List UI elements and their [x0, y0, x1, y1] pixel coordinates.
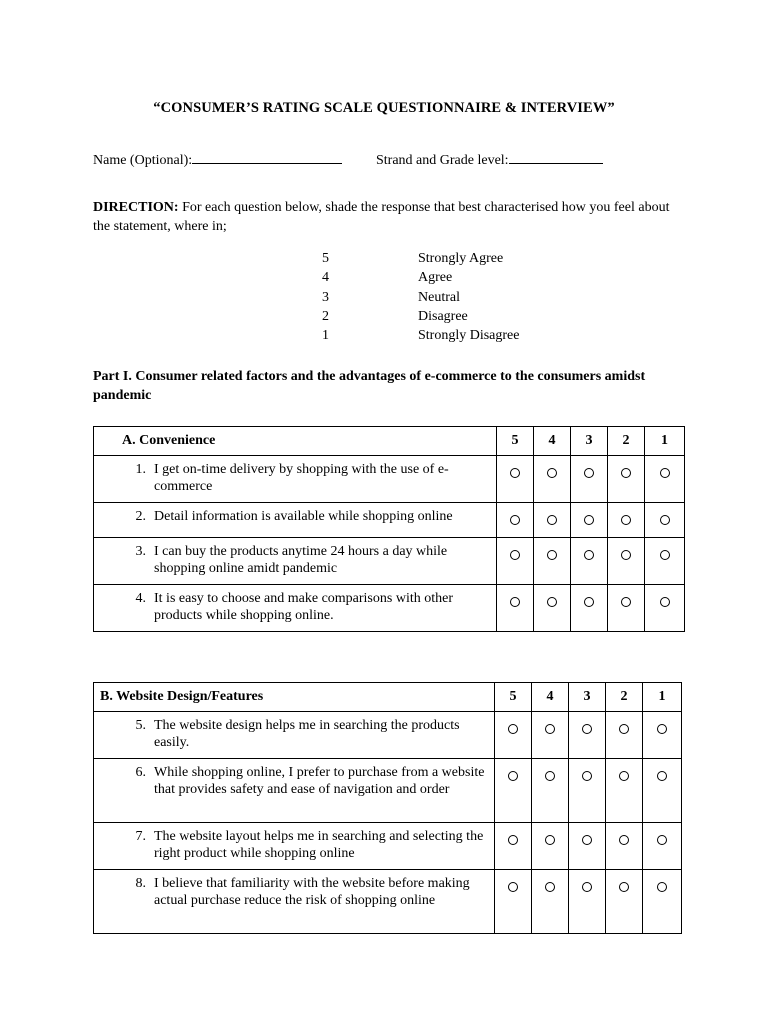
question-text: I believe that familiarity with the website before making actual purchase reduce the risk of shopping online	[154, 876, 470, 908]
radio-4[interactable]	[545, 724, 555, 734]
rating-cell	[571, 456, 608, 503]
column-header: 4	[532, 683, 569, 712]
table-header-row	[94, 427, 685, 456]
rating-cell	[645, 538, 685, 585]
table-header-row	[94, 683, 682, 712]
part-title: Part I. Consumer related factors and the advantages of e-commerce to the consumers amidst pandemic	[93, 369, 646, 403]
column-header: 3	[569, 683, 606, 712]
rating-cell	[534, 456, 571, 503]
radio-5[interactable]	[510, 550, 520, 560]
radio-3[interactable]	[582, 835, 592, 845]
radio-3[interactable]	[584, 597, 594, 607]
column-header: 5	[495, 683, 532, 712]
radio-3[interactable]	[582, 882, 592, 892]
radio-5[interactable]	[510, 468, 520, 478]
rating-cell	[606, 759, 643, 823]
radio-1[interactable]	[657, 835, 667, 845]
table-row	[94, 759, 682, 823]
table-row	[94, 503, 685, 538]
radio-1[interactable]	[657, 724, 667, 734]
scale-row	[322, 290, 519, 309]
table-row	[94, 712, 682, 759]
rating-cell	[569, 870, 606, 934]
question-cell	[94, 503, 497, 538]
radio-1[interactable]	[660, 515, 670, 525]
name-label: Name (Optional):	[93, 153, 193, 168]
rating-cell	[608, 503, 645, 538]
rating-cell	[606, 712, 643, 759]
radio-2[interactable]	[619, 882, 629, 892]
radio-4[interactable]	[547, 550, 557, 560]
direction-paragraph	[93, 198, 683, 236]
rating-cell	[606, 870, 643, 934]
radio-3[interactable]	[584, 515, 594, 525]
direction-text: For each question below, shade the response that best characterised how you feel about the statement, where in;	[93, 200, 670, 234]
radio-3[interactable]	[582, 724, 592, 734]
scale-number: 5	[322, 251, 329, 266]
rating-cell	[497, 456, 534, 503]
radio-4[interactable]	[545, 835, 555, 845]
question-text: The website design helps me in searching the products easily.	[154, 718, 460, 750]
convenience-table	[93, 426, 685, 632]
table-row	[94, 870, 682, 934]
question-cell	[94, 585, 497, 632]
table-row	[94, 456, 685, 503]
radio-5[interactable]	[510, 515, 520, 525]
rating-cell	[645, 503, 685, 538]
strand-blank[interactable]	[509, 150, 603, 164]
radio-5[interactable]	[510, 597, 520, 607]
question-cell	[94, 759, 495, 823]
radio-2[interactable]	[619, 724, 629, 734]
strand-label: Strand and Grade level:	[376, 153, 509, 168]
rating-cell	[495, 759, 532, 823]
scale-number: 1	[322, 328, 329, 344]
question-text: I get on-time delivery by shopping with the use of e-commerce	[154, 462, 449, 494]
radio-1[interactable]	[660, 597, 670, 607]
column-header: 4	[534, 427, 571, 456]
question-cell	[94, 456, 497, 503]
radio-4[interactable]	[547, 597, 557, 607]
rating-cell	[569, 759, 606, 823]
section-header: B. Website Design/Features	[94, 683, 495, 712]
scale-number: 4	[322, 270, 329, 286]
radio-2[interactable]	[621, 597, 631, 607]
scale-label: Agree	[418, 270, 453, 286]
question-number: 5.	[135, 718, 146, 733]
question-number: 4.	[135, 591, 146, 606]
rating-cell	[643, 870, 682, 934]
scale-row	[322, 270, 519, 289]
radio-5[interactable]	[508, 835, 518, 845]
column-header: 5	[497, 427, 534, 456]
radio-4[interactable]	[547, 515, 557, 525]
rating-cell	[534, 503, 571, 538]
table-row	[94, 585, 685, 632]
rating-cell	[495, 712, 532, 759]
radio-5[interactable]	[508, 771, 518, 781]
column-header: 3	[571, 427, 608, 456]
rating-cell	[643, 823, 682, 870]
direction-label: DIRECTION:	[93, 200, 179, 215]
question-number: 6.	[135, 765, 146, 780]
rating-cell	[643, 759, 682, 823]
question-number: 7.	[135, 829, 146, 844]
table-row	[94, 538, 685, 585]
scale-row	[322, 309, 519, 328]
question-cell	[94, 823, 495, 870]
rating-cell	[606, 823, 643, 870]
rating-cell	[495, 823, 532, 870]
question-text: I can buy the products anytime 24 hours a day while shopping online amidt pandemic	[154, 544, 448, 576]
scale-row	[322, 251, 519, 270]
scale-row	[322, 328, 519, 347]
radio-2[interactable]	[621, 550, 631, 560]
rating-cell	[495, 870, 532, 934]
rating-cell	[608, 538, 645, 585]
column-header: 2	[608, 427, 645, 456]
rating-cell	[571, 538, 608, 585]
strand-field[interactable]	[376, 150, 603, 169]
rating-cell	[569, 712, 606, 759]
question-number: 2.	[135, 509, 146, 524]
radio-5[interactable]	[508, 724, 518, 734]
column-header: 2	[606, 683, 643, 712]
rating-cell	[532, 712, 569, 759]
rating-cell	[645, 456, 685, 503]
rating-cell	[534, 538, 571, 585]
scale-number: 3	[322, 289, 329, 305]
rating-cell	[497, 538, 534, 585]
radio-2[interactable]	[619, 835, 629, 845]
radio-1[interactable]	[657, 882, 667, 892]
question-number: 3.	[135, 544, 146, 559]
rating-cell	[571, 585, 608, 632]
radio-4[interactable]	[547, 468, 557, 478]
radio-2[interactable]	[621, 468, 631, 478]
radio-1[interactable]	[660, 468, 670, 478]
website-design-table	[93, 682, 682, 934]
rating-cell	[532, 823, 569, 870]
rating-cell	[534, 585, 571, 632]
question-cell	[94, 870, 495, 934]
rating-cell	[532, 759, 569, 823]
question-text: Detail information is available while shopping online	[154, 509, 453, 524]
rating-cell	[608, 456, 645, 503]
section-header: A. Convenience	[94, 427, 497, 456]
column-header: 1	[643, 683, 682, 712]
rating-cell	[569, 823, 606, 870]
radio-1[interactable]	[657, 771, 667, 781]
question-cell	[94, 712, 495, 759]
question-text: It is easy to choose and make comparisons with other products while shopping online.	[154, 591, 453, 623]
rating-cell	[645, 585, 685, 632]
radio-2[interactable]	[621, 515, 631, 525]
radio-2[interactable]	[619, 771, 629, 781]
rating-cell	[608, 585, 645, 632]
radio-3[interactable]	[584, 550, 594, 560]
question-number: 1.	[135, 462, 146, 477]
scale-label: Disagree	[418, 308, 468, 324]
radio-4[interactable]	[545, 882, 555, 892]
name-blank[interactable]	[192, 150, 342, 164]
question-number: 8.	[135, 876, 146, 891]
radio-5[interactable]	[508, 882, 518, 892]
radio-3[interactable]	[582, 771, 592, 781]
name-field[interactable]	[93, 150, 342, 169]
radio-1[interactable]	[660, 550, 670, 560]
rating-cell	[532, 870, 569, 934]
scale-number: 2	[322, 308, 329, 324]
page-title: “CONSUMER’S RATING SCALE QUESTIONNAIRE & INTERVIEW”	[153, 100, 615, 116]
question-cell	[94, 538, 497, 585]
rating-cell	[643, 712, 682, 759]
rating-cell	[497, 585, 534, 632]
scale-label: Strongly Disagree	[418, 328, 520, 344]
table-row	[94, 823, 682, 870]
question-text: The website layout helps me in searching and selecting the right product while shopping online	[154, 829, 484, 861]
scale-label: Strongly Agree	[418, 251, 504, 266]
radio-4[interactable]	[545, 771, 555, 781]
rating-cell	[497, 503, 534, 538]
rating-scale-legend	[322, 251, 519, 347]
rating-cell	[571, 503, 608, 538]
question-text: While shopping online, I prefer to purchase from a website that provides safety and ease of navigation and order	[154, 765, 485, 797]
column-header: 1	[645, 427, 685, 456]
scale-label: Neutral	[418, 289, 460, 305]
radio-3[interactable]	[584, 468, 594, 478]
